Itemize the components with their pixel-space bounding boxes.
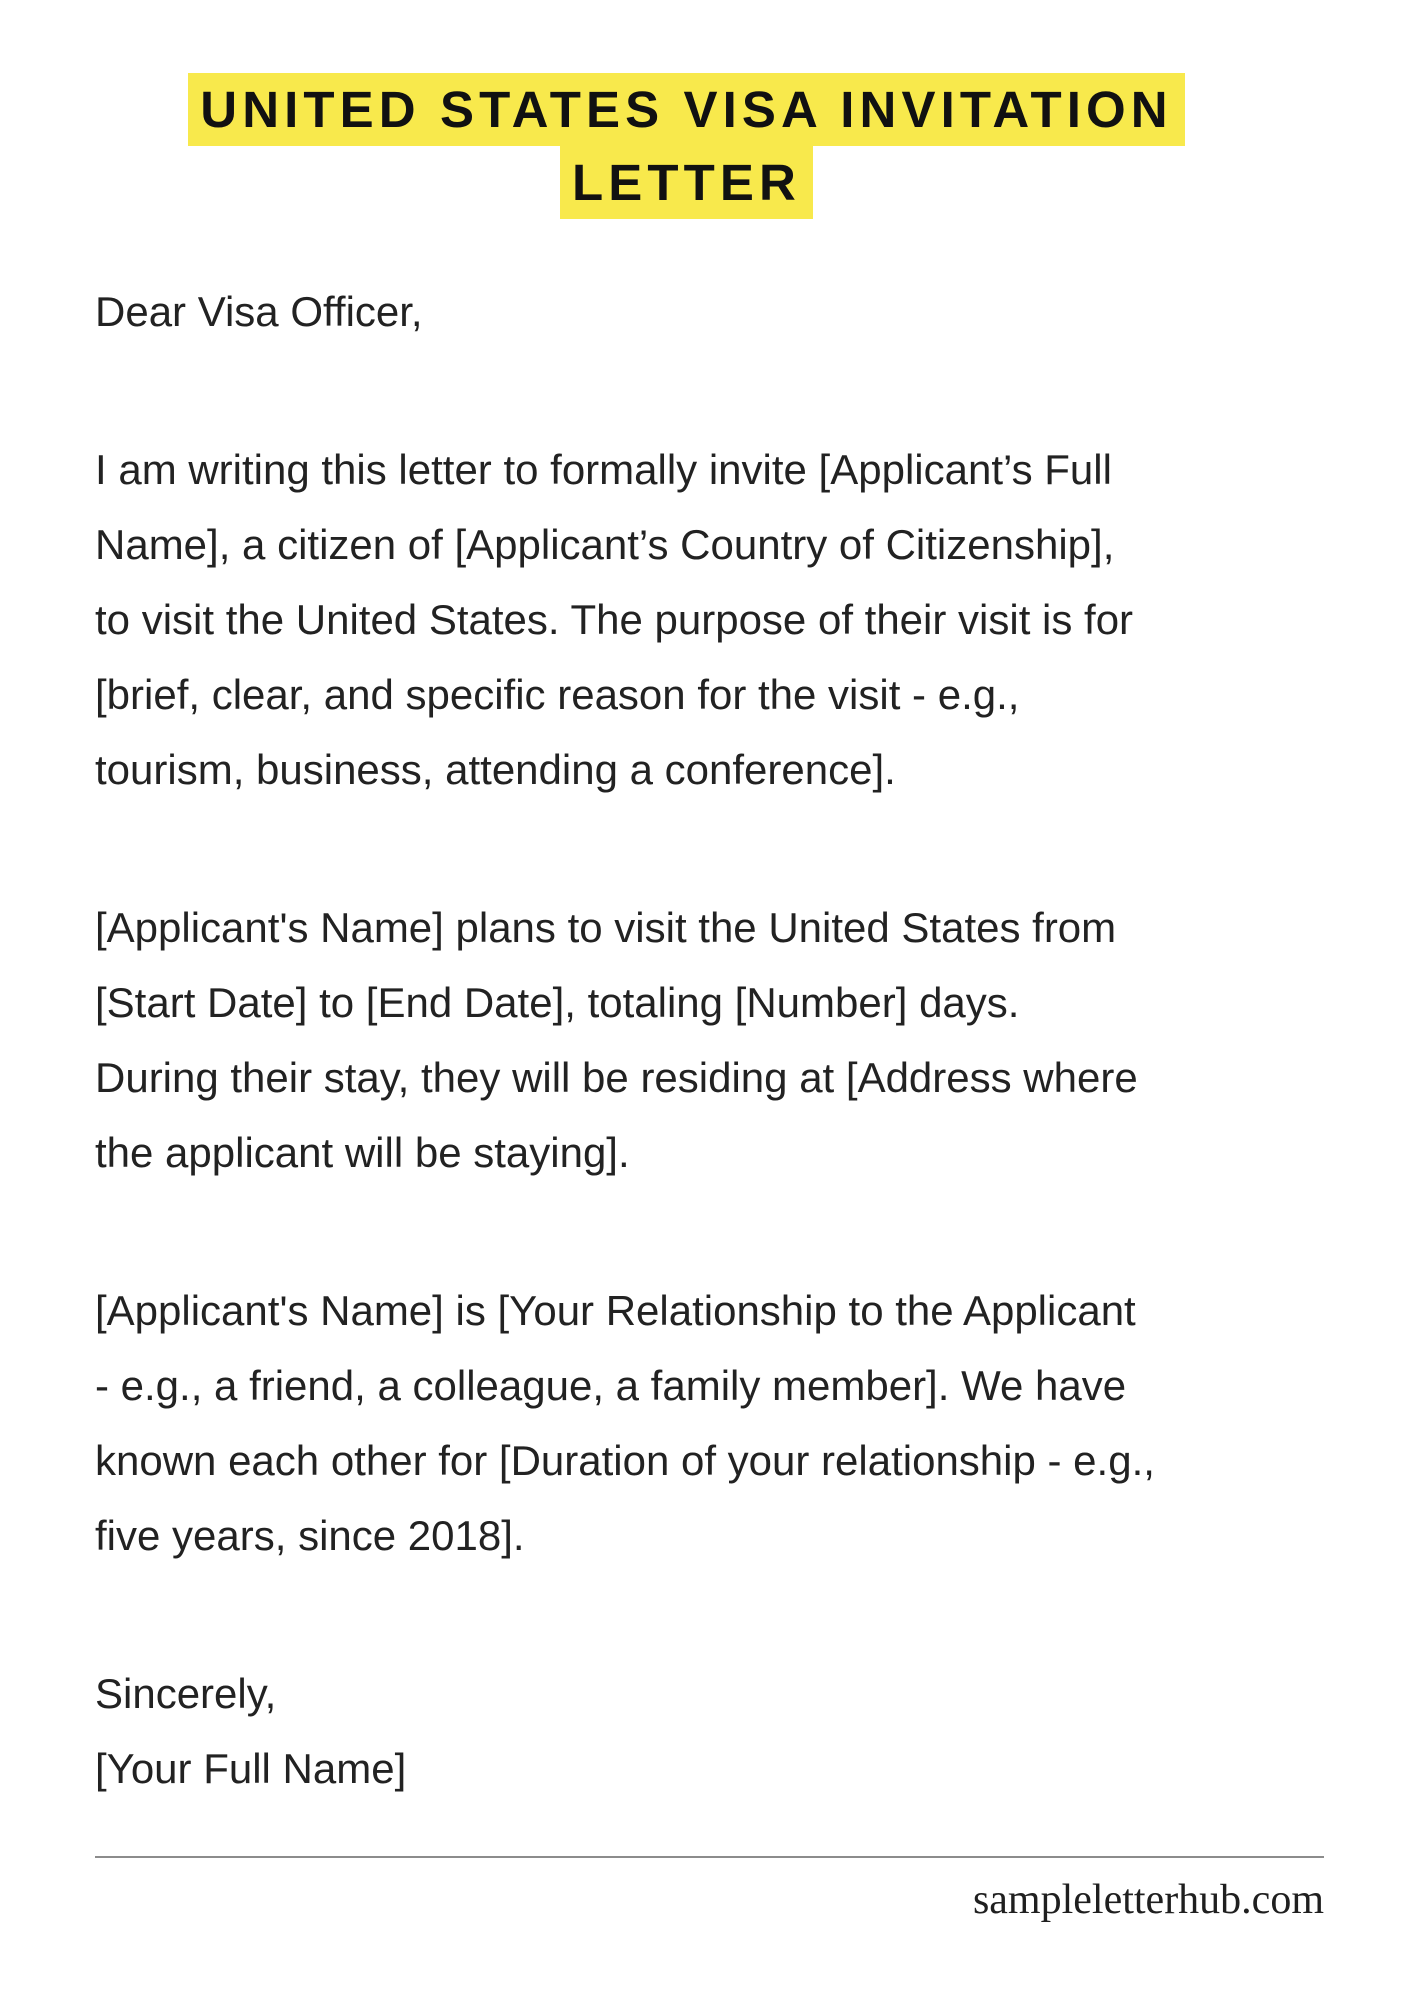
- paragraph-line: [brief, clear, and specific reason for the visit - e.g.,: [95, 671, 1020, 718]
- closing-name: [Your Full Name]: [95, 1745, 407, 1792]
- greeting: Dear Visa Officer,: [95, 288, 423, 335]
- footer-site-text: sampleletterhub.com: [972, 1877, 1324, 1923]
- paragraph-invitation: [95, 432, 1324, 807]
- letter-title-line-2: LETTER: [560, 146, 813, 219]
- closing-signoff: Sincerely,: [95, 1670, 277, 1717]
- footer-divider: [95, 1856, 1324, 1858]
- paragraph-relationship: [95, 1273, 1324, 1573]
- paragraph-line: [Start Date] to [End Date], totaling [Number] days.: [95, 979, 1020, 1026]
- paragraph-line: - e.g., a friend, a colleague, a family member]. We have: [95, 1362, 1127, 1409]
- paragraph-line: tourism, business, attending a conference].: [95, 746, 896, 793]
- paragraph-line: During their stay, they will be residing at [Address where: [95, 1054, 1138, 1101]
- letter-title-row-2: [95, 146, 1278, 219]
- paragraph-line: [Applicant's Name] plans to visit the United States from: [95, 904, 1117, 951]
- letter-title-line-1: UNITED STATES VISA INVITATION: [188, 73, 1184, 146]
- paragraph-line: known each other for [Duration of your relationship - e.g.,: [95, 1437, 1155, 1484]
- paragraph-line: to visit the United States. The purpose of their visit is for: [95, 596, 1134, 643]
- paragraph-line: five years, since 2018].: [95, 1512, 525, 1559]
- footer: [95, 1876, 1324, 1924]
- letter-title-row-1: [95, 73, 1278, 146]
- paragraph-line: [Applicant's Name] is [Your Relationship to the Applicant: [95, 1287, 1136, 1334]
- paragraph-line: Name], a citizen of [Applicant’s Country of Citizenship],: [95, 521, 1115, 568]
- paragraph-visit-details: [95, 890, 1324, 1190]
- closing-block: [95, 1656, 1324, 1806]
- letter-title: [95, 73, 1278, 219]
- paragraph-line: I am writing this letter to formally invite [Applicant’s Full: [95, 446, 1112, 493]
- paragraph-line: the applicant will be staying].: [95, 1129, 630, 1176]
